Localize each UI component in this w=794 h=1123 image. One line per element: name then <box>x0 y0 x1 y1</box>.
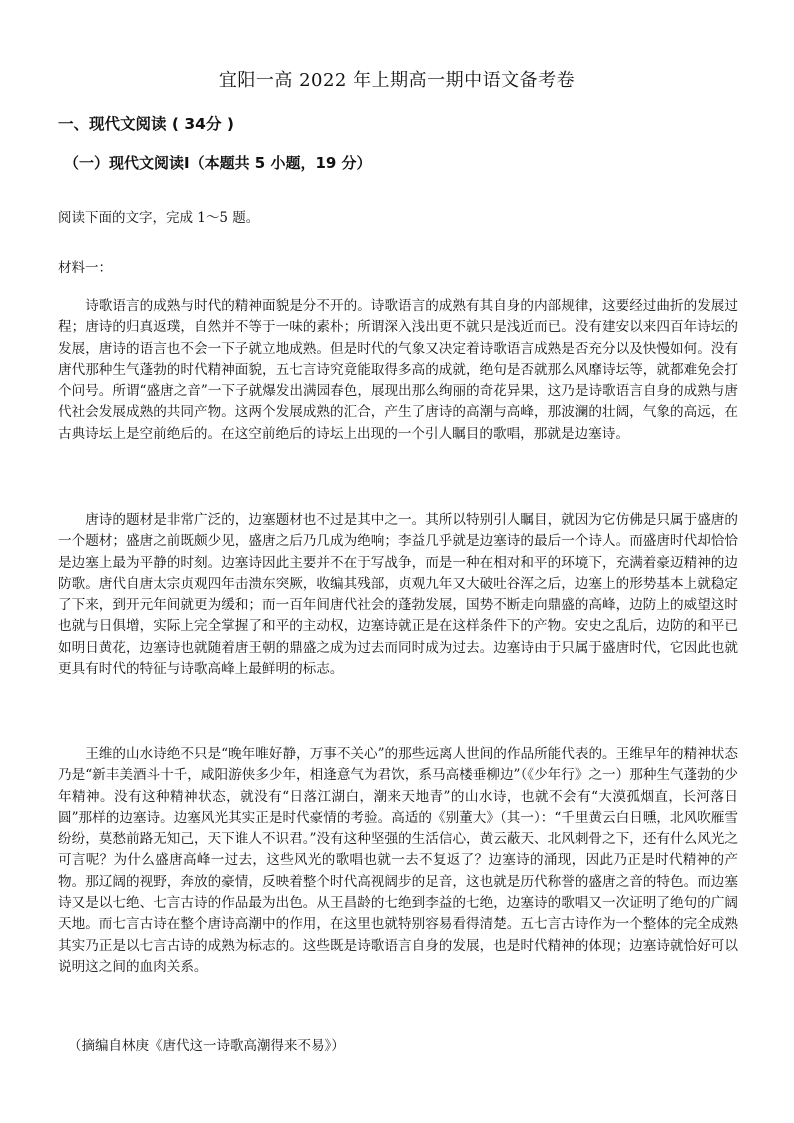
page-title: 宜阳一高 2022 年上期高一期中语文备考卷 <box>218 70 576 91</box>
source-note: （摘编自林庚《唐代这一诗歌高潮得来不易》） <box>68 1038 345 1054</box>
paragraph-1: 诗歌语言的成熟与时代的精神面貌是分不开的。诗歌语言的成熟有其自身的内部规律，这要经过曲折的发展过程；唐诗的归真返璞，自然并不等于一味的素朴；所谓深入浅出更不就只是浅近而已。没有建安以来四百年诗坛的发展，唐诗的语言也不会一下子就立地成熟。但是时代的气象又决定着诗歌语言成熟是否充分以及快慢如何。没有唐代那种生气蓬勃的时代精神面貌，五七言诗究竟能取得多高的成就，绝句是否就那么风靡诗坛等，就都难免会打个问号。所谓“盛唐之音”一下子就爆发出满园春色，展现出那么绚丽的奇花异果，这乃是诗歌语言自身的成熟与唐代社会发展成熟的共同产物。这两个发展成熟的汇合，产生了唐诗的高潮与高峰，那波澜的壮阔，气象的高远，在古典诗坛上是空前绝后的。在这空前绝后的诗坛上出现的一个引人瞩目的歌唱，那就是边塞诗。 <box>58 298 738 442</box>
section-heading: 一、现代文阅读 ( 34分 ) <box>58 115 234 133</box>
subsection-heading: （一）现代文阅读Ⅰ（本题共 5 小题，19 分） <box>64 154 372 172</box>
paragraph-2: 唐诗的题材是非常广泛的，边塞题材也不过是其中之一。其所以特别引人瞩目，就因为它仿佛是只属于盛唐的一个题材；盛唐之前既颇少见，盛唐之后乃几成为绝响；李益几乎就是边塞诗的最后一个诗人。而盛唐时代却恰恰是边塞上最为平静的时刻。边塞诗因此主要并不在于写战争，而是一种在相对和平的环境下，充满着豪迈精神的边防歌。唐代自唐太宗贞观四年击溃东突厥，收编其残部，贞观九年又大破吐谷浑之后，边塞上的形势基本上就稳定了下来，到开元年间就更为缓和；而一百年间唐代社会的蓬勃发展，国势不断走向鼎盛的高峰，边防上的威望这时也就与日俱增，实际上完全掌握了和平的主动权，边塞诗就正是在这样条件下的产物。安史之乱后，边防的和平已如明日黄花，边塞诗也就随着唐王朝的鼎盛之成为过去而同时成为过去。边塞诗由于只属于盛唐时代，它因此也就更具有时代的特征与诗歌高峰上最鲜明的标志。 <box>58 512 738 678</box>
instruction-text: 阅读下面的文字，完成 1～5 题。 <box>58 210 260 226</box>
paragraph-3: 王维的山水诗绝不只是“晚年唯好静，万事不关心”的那些远离人世间的作品所能代表的。王维早年的精神状态乃是“新丰美酒斗十千，咸阳游侠多少年，相逢意气为君饮，系马高楼垂柳边”（《少年行》之一）那种生气蓬勃的少年精神。没有这种精神状态，就没有“日落江湖白，潮来天地青”的山水诗，也就不会有“大漠孤烟直，长河落日圆”那样的边塞诗。边塞风光其实正是时代豪情的考验。高适的《别董大》（其一）：“千里黄云白日曛，北风吹雁雪纷纷，莫愁前路无知己，天下谁人不识君。”没有这种坚强的生活信心，黄云蔽天、北风刺骨之下，还有什么风光之可言呢？为什么盛唐高峰一过去，这些风光的歌唱也就一去不复返了？边塞诗的涌现，因此乃正是时代精神的产物。那辽阔的视野，奔放的豪情，反映着整个时代高视阔步的足音，这也就是历代称誉的盛唐之音的特色。而边塞诗又是以七绝、七言古诗的作品最为出色。从王昌龄的七绝到李益的七绝，边塞诗的歌唱又一次证明了绝句的广阔天地。而七言古诗在整个唐诗高潮中的作用，在这里也就特别容易看得清楚。五七言古诗作为一个整体的完全成熟其实乃正是以七言古诗的成熟为标志的。这些既是诗歌语言自身的发展，也是时代精神的体现；边塞诗就恰好可以说明这之间的血肉关系。 <box>58 746 738 975</box>
material-label: 材料一： <box>58 260 112 276</box>
